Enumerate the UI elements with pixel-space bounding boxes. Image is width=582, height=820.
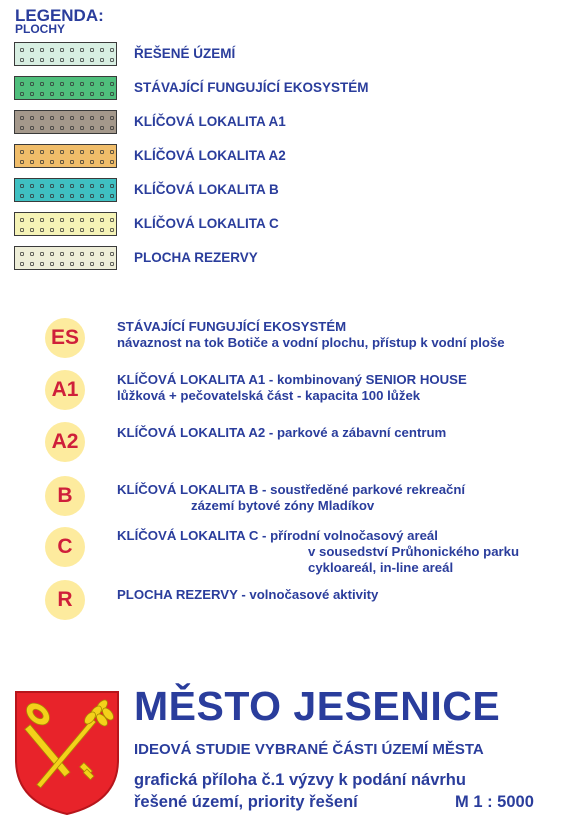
locality-badge: B [45,476,85,516]
legend-swatch [14,144,117,168]
map-scale: M 1 : 5000 [455,793,534,811]
legend-swatch [14,178,117,202]
locality-text-line: KLÍČOVÁ LOKALITA C - přírodní volnočasový areál [117,528,438,543]
legend-label: PLOCHA REZERVY [134,250,258,265]
locality-badge: C [45,527,85,567]
locality-text-line: KLÍČOVÁ LOKALITA A1 - kombinovaný SENIOR HOUSE [117,372,467,387]
legend-label: KLÍČOVÁ LOKALITA A1 [134,114,286,129]
legend-label: KLÍČOVÁ LOKALITA A2 [134,148,286,163]
locality-description [117,425,446,441]
locality-text-line: cykloareál, in-line areál [308,560,454,575]
area-note: řešené území, priority řešení [134,793,358,811]
legend-swatch [14,42,117,66]
locality-text-line: KLÍČOVÁ LOKALITA B - soustředěné parkové rekreační [117,482,466,497]
locality-description [117,372,467,404]
locality-badge: A2 [45,422,85,462]
legend-swatch [14,76,117,100]
legend-title: LEGENDA: [15,6,104,25]
legend-label: STÁVAJÍCÍ FUNGUJÍCÍ EKOSYSTÉM [134,80,369,95]
locality-description [117,528,519,576]
legend-label: KLÍČOVÁ LOKALITA C [134,216,279,231]
locality-badge: R [45,580,85,620]
locality-text-line: návaznost na tok Botiče a vodní plochu, přístup k vodní ploše [117,335,505,350]
city-title: MĚSTO JESENICE [134,683,501,729]
study-subtitle: IDEOVÁ STUDIE VYBRANÉ ČÁSTI ÚZEMÍ MĚSTA [134,741,484,758]
locality-description [117,587,378,603]
locality-description [117,482,465,514]
legend-swatch [14,212,117,236]
legend-subtitle: PLOCHY [15,22,66,36]
city-coat-of-arms [14,690,120,816]
legend-label: KLÍČOVÁ LOKALITA B [134,182,279,197]
locality-text-line: STÁVAJÍCÍ FUNGUJÍCÍ EKOSYSTÉM [117,319,347,334]
locality-badge: A1 [45,370,85,410]
locality-text-line: PLOCHA REZERVY - volnočasové aktivity [117,587,379,602]
legend-swatch [14,110,117,134]
locality-text-line: v sousedství Průhonického parku [308,544,520,559]
locality-description [117,319,505,351]
legend-swatch [14,246,117,270]
locality-text-line: zázemí bytové zóny Mladíkov [191,498,375,513]
legend-label: ŘEŠENÉ ÚZEMÍ [134,46,236,61]
locality-badge: ES [45,318,85,358]
locality-text-line: KLÍČOVÁ LOKALITA A2 - parkové a zábavní centrum [117,425,447,440]
locality-text-line: lůžková + pečovatelská část - kapacita 100 lůžek [117,388,421,403]
attachment-note: grafická příloha č.1 výzvy k podání návrhu [134,771,466,789]
